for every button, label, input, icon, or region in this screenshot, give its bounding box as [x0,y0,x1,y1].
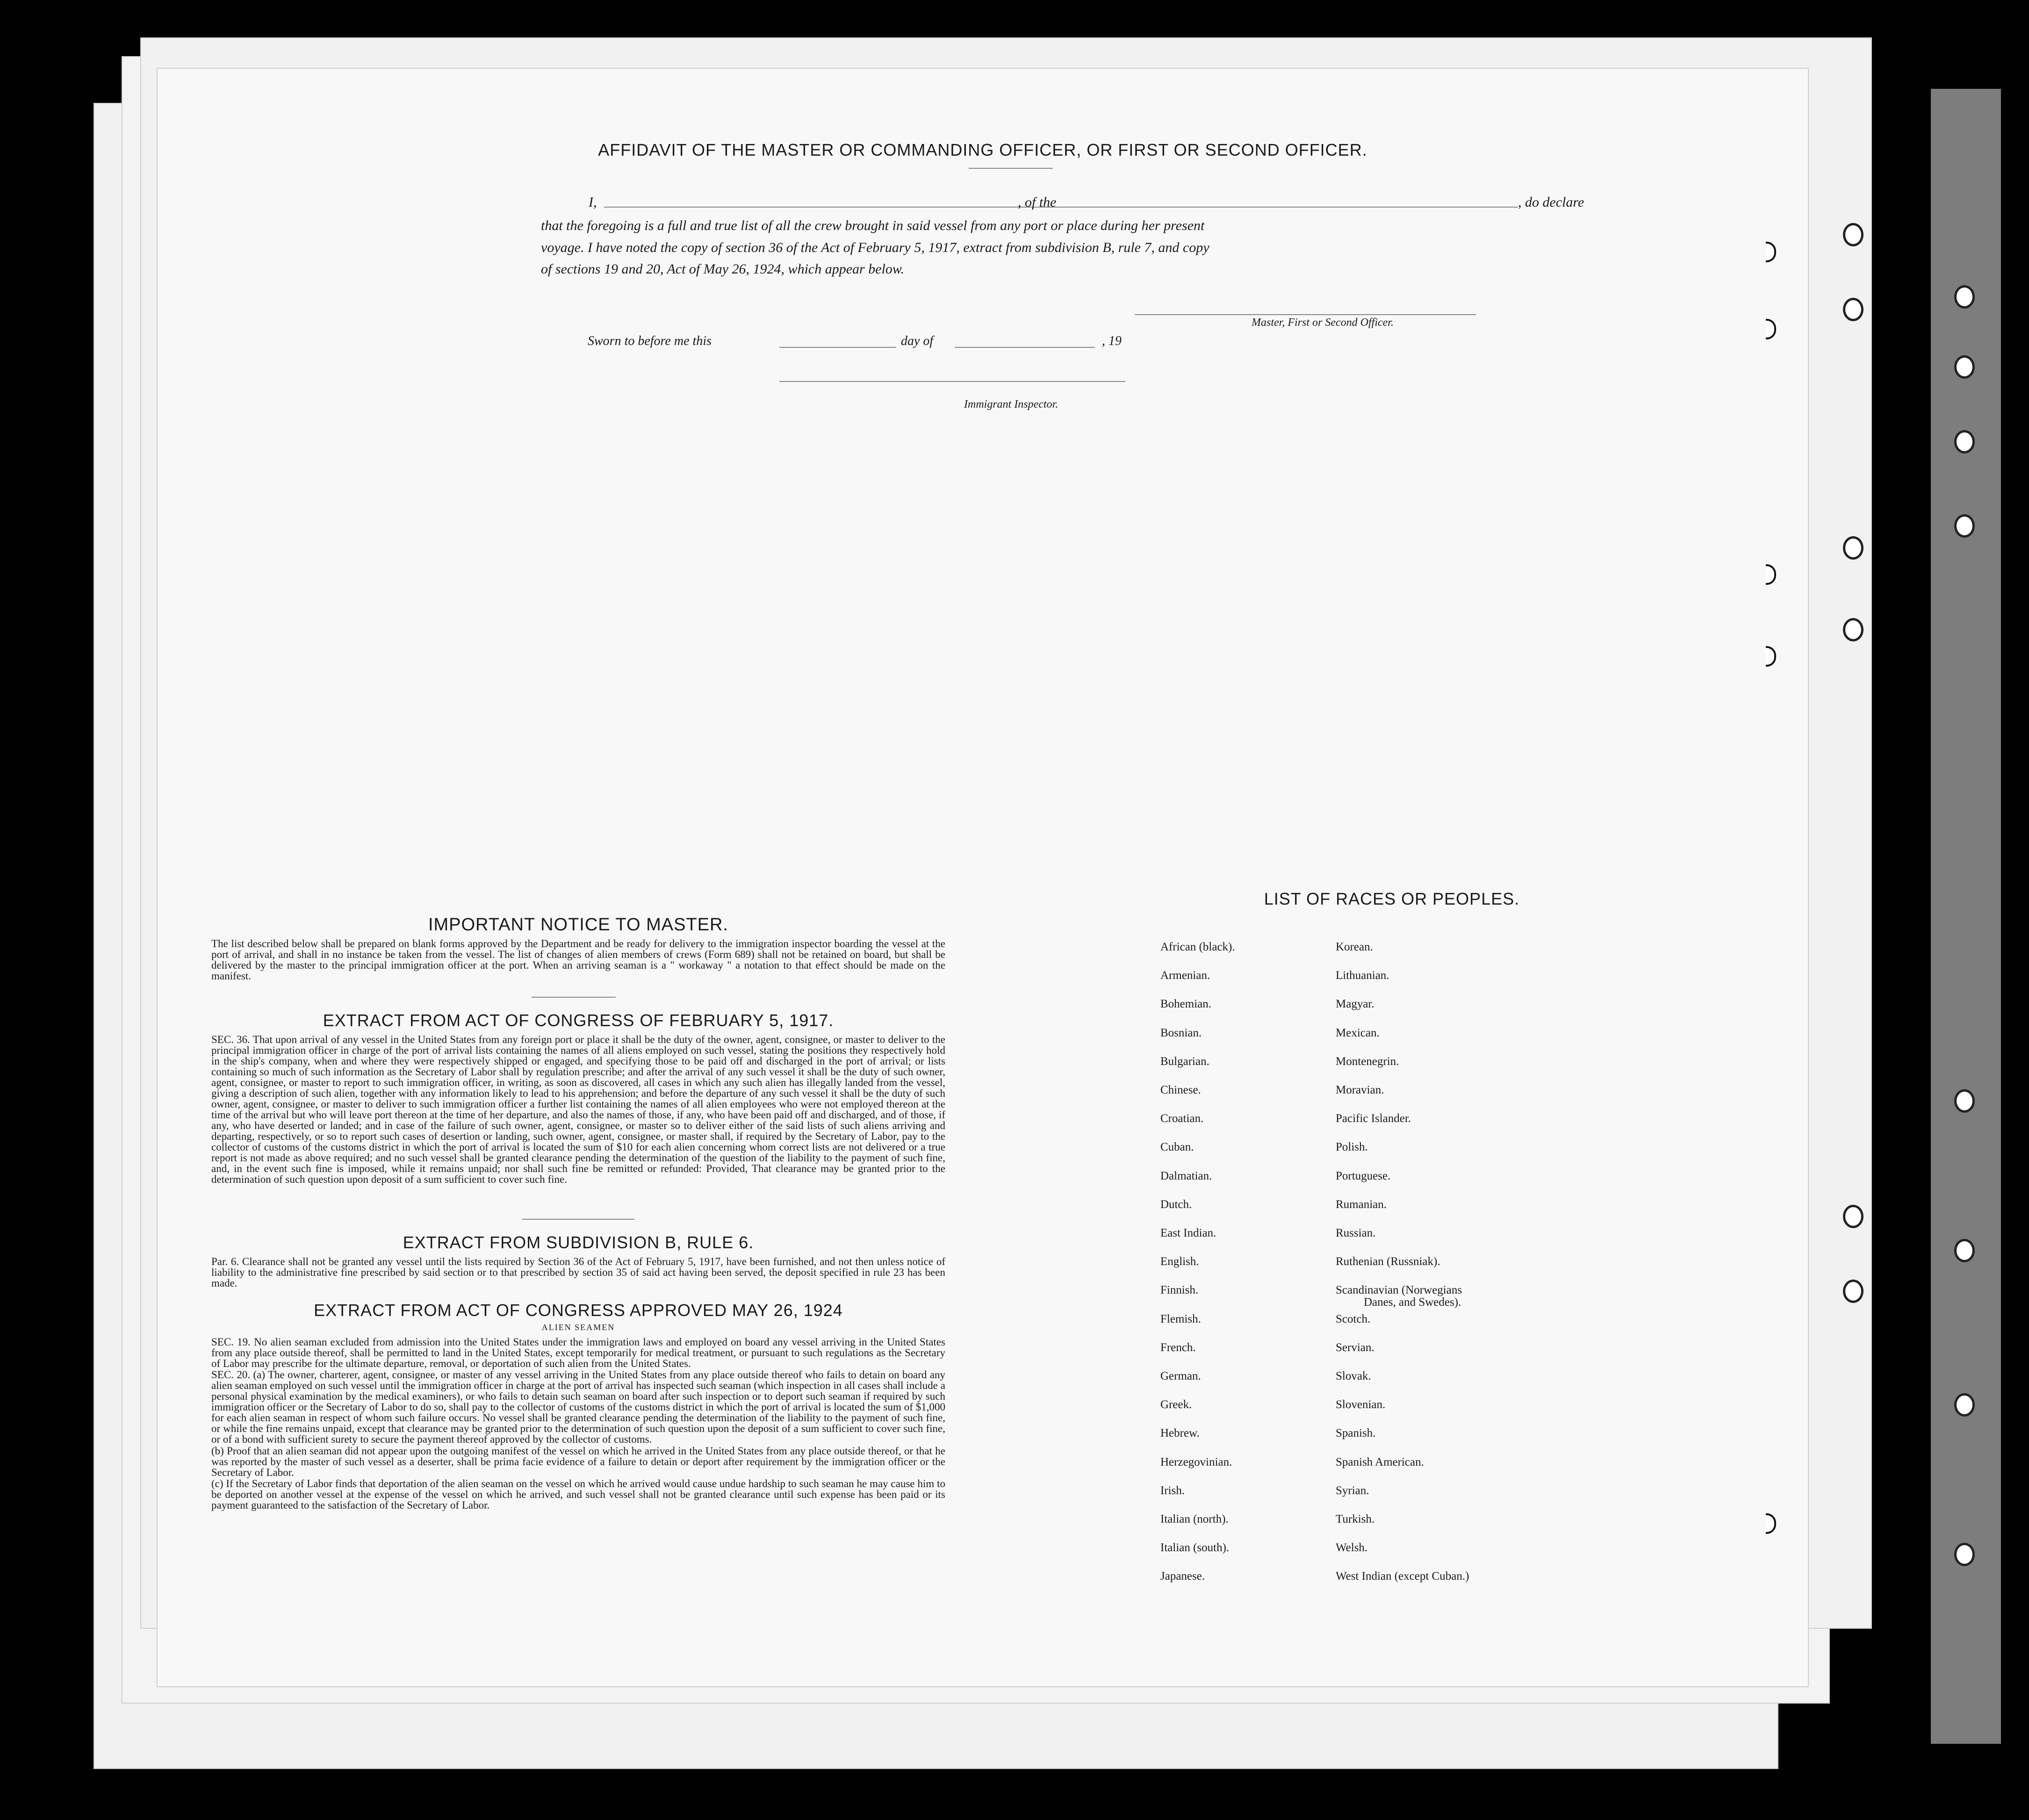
race-item-continuation: Danes, and Swedes). [1364,1296,1461,1309]
race-item: Herzegovinian. [1160,1455,1232,1468]
race-item: Moravian. [1336,1084,1384,1096]
race-item: Servian. [1336,1341,1374,1354]
extract-1924-sec20c: (c) If the Secretary of Labor finds that deportation of the alien seaman on the vessel on which he arrived would cause undue hardship to such seaman he may cause him to be deported on another vessel at the expense of the vessel on which he arrived, and such vessel shall not be granted clearance until such expense has been paid or its payment guaranteed to the satisfaction of the Secretary of Labor. [211,1478,945,1511]
race-item: Japanese. [1160,1570,1205,1583]
race-item: Korean. [1336,941,1373,953]
race-item: Irish. [1160,1484,1185,1497]
race-item: Slovak. [1336,1370,1371,1382]
inspector-label: Immigrant Inspector. [964,398,1058,410]
race-item: Montenegrin. [1336,1055,1399,1068]
tab-marker-icon [1766,242,1776,262]
race-item: West Indian (except Cuban.) [1336,1570,1469,1583]
binding-hole-icon [1954,430,1975,453]
extract-1924-sec20: SEC. 20. (a) The owner, charterer, agent, consignee, or master of any vessel arriving in the United States from any place outside thereof who fails to detain on board any alien seaman employed on such vessel until the immigration officer in charge at the port of arrival has inspected such seaman (which inspection in all cases shall include a personal physical examination by the medical examiners), or who fails to detain such seaman on board after such inspection or to deport such seaman if required by such immigration officer or the Secretary of Labor to do so, shall pay to the collector of customs of the customs district in which the port of arrival is located the sum of $1,000 for each alien seaman in respect of whom such failure occurs. No vessel shall be granted clearance pending the determination of the liability to the payment of such fine, or while the fine remains unpaid, except that clearance may be granted prior to the determination of such question upon the deposit of a sum sufficient to cover such fine, or of a bond with sufficient surety to secure the payment thereof approved by the collector of customs. [211,1369,945,1445]
race-item: Flemish. [1160,1312,1201,1325]
punch-hole-icon [1843,298,1864,321]
race-item: Magyar. [1336,998,1374,1011]
race-item: Russian. [1336,1227,1376,1239]
race-item: Hebrew. [1160,1427,1200,1440]
punch-hole-icon [1843,1205,1864,1228]
race-item: Croatian. [1160,1112,1204,1125]
day-of-label: day of [901,334,934,348]
binding-hole-icon [1954,1089,1975,1113]
race-item: Cuban. [1160,1141,1194,1154]
extract-1917-body: SEC. 36. That upon arrival of any vessel in the United States from any foreign port or place it shall be the duty of the owner, agent, consignee, or master to deliver to the principal immigration officer in charge of the port of arrival lists containing the names of all aliens employed on such vessel, stating the positions they respectively hold in the ship's company, when and where they were respectively shipped or engaged, and specifying those to be paid off and discharged in the port of arrival; or lists containing so much of such information as the Secretary of Labor shall by regulation prescribe; and after the arrival of any such vessel it shall be the duty of such owner, agent, consignee, or master to report to such immigration officer, in writing, as soon as discovered, all cases in which any such alien has illegally landed from the vessel, giving a description of such alien, together with any information likely to lead to his apprehension; and before the departure of any such vessel it shall be the duty of such owner, agent, consignee, or master to deliver to such immigration officer a further list containing the names of all alien employees who were not employed thereon at the time of the arrival but who will leave port thereon at the time of her departure, and also the names of those, if any, who have been paid off and discharged, and of those, if any, who have deserted or landed; and in case of the failure of such owner, agent, consignee, or master so to deliver either of the said lists of such aliens arriving and departing, respectively, or so to report such cases of desertion or landing, such owner, agent, consignee, or master shall, if required by the Secretary of Labor, pay to the collector of customs of the customs district in which the port of arrival is located the sum of $10 for each alien concerning whom correct lists are not delivered or a true report is not made as above required; and no such vessel shall be granted clearance pending the determination of the question of the liability to the payment of such fine, and, in the event such fine is imposed, while it remains unpaid; nor shall such fine be remitted or refunded: Provided, That clearance may be granted prior to the determination of such question upon deposit of a sum sufficient to cover such fine. [211,1034,945,1185]
race-item: Scotch. [1336,1312,1371,1325]
declaration-line: that the foregoing is a full and true list of all the crew brought in said vessel from any port or place during her present [541,218,1205,233]
race-item: Welsh. [1336,1541,1368,1554]
punch-hole-icon [1843,536,1864,560]
declarant-label: I, [589,194,597,210]
tab-marker-icon [1766,319,1776,339]
race-item: Pacific Islander. [1336,1112,1411,1125]
vessel-name-field[interactable] [1097,207,1518,208]
year-label: , 19 [1102,334,1122,348]
race-item: Scandinavian (Norwegians [1336,1284,1462,1297]
tab-marker-icon [1766,564,1776,585]
race-item: African (black). [1160,941,1235,953]
race-item: Finnish. [1160,1284,1199,1297]
binding-hole-icon [1954,355,1975,379]
race-item: East Indian. [1160,1227,1216,1239]
declaration-line: voyage. I have noted the copy of section 36 of the Act of February 5, 1917, extract from subdivision B, rule 7, and copy [541,240,1209,255]
extract-1917-title: EXTRACT FROM ACT OF CONGRESS OF FEBRUARY 5, 1917. [323,1011,834,1030]
binding-hole-icon [1954,514,1975,538]
race-item: Polish. [1336,1141,1368,1154]
race-item: French. [1160,1341,1196,1354]
race-item: Armenian. [1160,969,1210,982]
race-item: Turkish. [1336,1513,1375,1525]
punch-hole-icon [1843,1280,1864,1303]
subdivision-title: EXTRACT FROM SUBDIVISION B, RULE 6. [403,1233,754,1252]
race-item: Dutch. [1160,1198,1192,1211]
race-item: Bosnian. [1160,1026,1202,1039]
punch-hole-icon [1843,223,1864,246]
title-underline [969,168,1053,169]
tab-marker-icon [1766,1513,1776,1534]
race-item: Spanish. [1336,1427,1376,1440]
race-item: Greek. [1160,1398,1192,1411]
tab-marker-icon [1766,646,1776,667]
race-item: Chinese. [1160,1084,1201,1096]
binding-hole-icon [1954,1543,1975,1566]
declaration-line: of sections 19 and 20, Act of May 26, 1924, which appear below. [541,261,905,277]
declarant-name-field[interactable] [604,207,1179,208]
notice-body: The list described below shall be prepared on blank forms approved by the Department and be ready for delivery to the immigration inspector boarding the vessel at the port of arrival, and shall in no instance be taken from the vessel. The list of changes of alien members of crews (Form 689) shall not be retained on board, but shall be delivered by the master to the principal immigration officer at the port. When an arriving seaman is a " workaway " a notation to that effect should be made on the manifest. [211,938,945,982]
master-signature-label: Master, First or Second Officer. [1252,317,1394,329]
alien-seamen-subtitle: ALIEN SEAMEN [541,1323,615,1332]
race-item: Mexican. [1336,1026,1380,1039]
binding-strip [1931,89,2001,1744]
inspector-signature-field[interactable] [779,381,1125,382]
race-item: German. [1160,1370,1201,1382]
race-item: Lithuanian. [1336,969,1389,982]
notice-title: IMPORTANT NOTICE TO MASTER. [428,915,729,935]
declare-label: , do declare [1518,194,1584,210]
punch-hole-icon [1843,618,1864,641]
extract-1924-title: EXTRACT FROM ACT OF CONGRESS APPROVED MAY 26, 1924 [314,1301,843,1320]
section-divider [522,1219,634,1220]
binding-hole-icon [1954,1393,1975,1417]
race-item: Italian (south). [1160,1541,1230,1554]
race-item: Spanish American. [1336,1455,1424,1468]
affidavit-title: AFFIDAVIT OF THE MASTER OR COMMANDING OFFICER, OR FIRST OR SECOND OFFICER. [598,140,1367,159]
race-item: Ruthenian (Russniak). [1336,1255,1440,1268]
extract-1924-sec19: SEC. 19. No alien seaman excluded from admission into the United States under the immigration laws and employed on board any vessel arriving in the United States from any place outside thereof, shall be permitted to land in the United States, except temporarily for medical treatment, or pursuant to such regulations as the Secretary of Labor may prescribe for the ultimate departure, removal, or deportation of such alien from the United States. [211,1336,945,1369]
extract-1924-sec20b: (b) Proof that an alien seaman did not appear upon the outgoing manifest of the vessel on which he arrived in the United States from any place outside thereof, or that he was reported by the master of such vessel as a deserter, shall be prima facie evidence of a failure to detain or deport after requirement by the immigration officer or the Secretary of Labor. [211,1445,945,1478]
race-item: Rumanian. [1336,1198,1387,1211]
binding-hole-icon [1954,285,1975,309]
race-item: Portuguese. [1336,1169,1391,1182]
race-item: Bohemian. [1160,998,1212,1011]
race-item: Italian (north). [1160,1513,1229,1525]
race-item: Slovenian. [1336,1398,1386,1411]
master-signature-field[interactable] [1135,314,1476,315]
binding-hole-icon [1954,1239,1975,1262]
subdivision-body: Par. 6. Clearance shall not be granted any vessel until the lists required by Section 36 of the Act of February 5, 1917, have been furnished, and not then unless notice of liability to the administrative fine prescribed by said section or to that prescribed by section 35 of said act having been served, the deposit specified in rule 23 has been made. [211,1256,945,1289]
affidavit-page [157,68,1809,1687]
sworn-month-field[interactable] [955,347,1095,348]
races-title: LIST OF RACES OR PEOPLES. [1264,889,1520,908]
sworn-label: Sworn to before me this [588,334,712,348]
race-item: Bulgarian. [1160,1055,1209,1068]
section-divider [532,997,616,998]
race-item: Syrian. [1336,1484,1369,1497]
race-item: Dalmatian. [1160,1169,1212,1182]
sworn-day-field[interactable] [779,347,896,348]
vessel-of-label: , of the [1018,194,1057,210]
race-item: English. [1160,1255,1199,1268]
